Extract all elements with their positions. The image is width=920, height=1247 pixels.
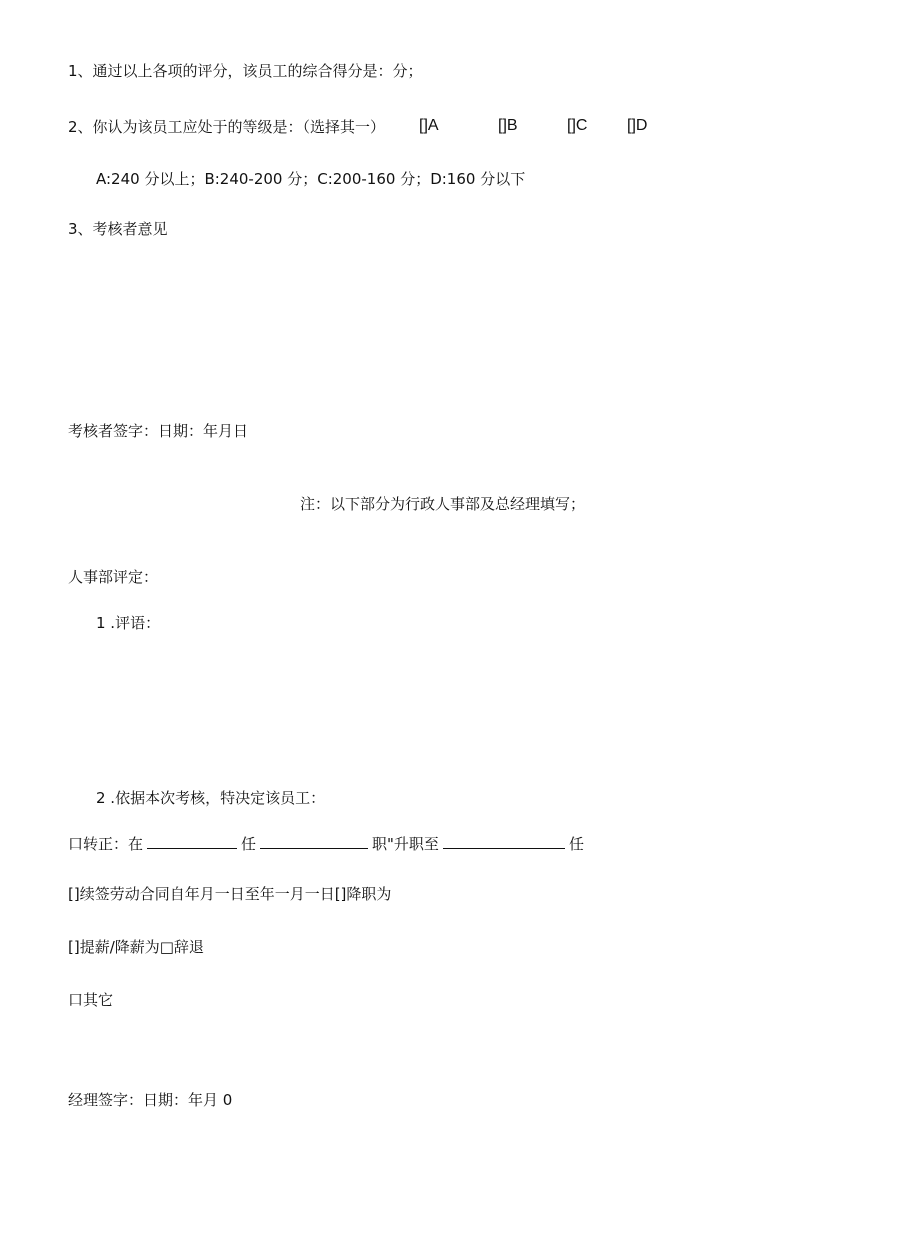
- item-3-reviewer-opinion: 3、考核者意见: [68, 220, 168, 238]
- promotion-target-blank[interactable]: [443, 834, 565, 849]
- regularize-dept-blank[interactable]: [147, 834, 237, 849]
- grade-scale-legend: A:240 分以上；B:240-200 分；C:200-160 分；D:160 分以下: [96, 170, 526, 188]
- reviewer-signature-line: 考核者签字：日期：年月日: [68, 422, 249, 440]
- salary-dismissal-option-row: []提薪/降薪为□辞退: [68, 938, 204, 956]
- regularize-text-2: 任: [241, 835, 257, 853]
- regularize-prefix: 口转正：在: [68, 835, 144, 853]
- manager-signature-line: 经理签字：日期：年月 0: [68, 1091, 233, 1109]
- regularize-suffix: 任: [568, 835, 584, 853]
- item-1-total-score: 1、通过以上各项的评分，该员工的综合得分是：分；: [68, 62, 423, 80]
- hr-comment-label: 1 .评语：: [96, 614, 161, 632]
- regularize-position-blank[interactable]: [260, 834, 368, 849]
- grade-option-c[interactable]: []C: [567, 117, 588, 134]
- grade-option-d[interactable]: []D: [627, 117, 648, 134]
- other-option-row: 口其它: [68, 991, 114, 1009]
- grade-option-b[interactable]: []B: [498, 117, 518, 134]
- grade-option-a[interactable]: []A: [419, 117, 439, 134]
- item-2-grade-prompt: 2、你认为该员工应处于的等级是：（选择其一）: [68, 118, 386, 136]
- renew-contract-option-row: []续签劳动合同自年月一日至年一月一日[]降职为: [68, 885, 392, 903]
- hr-evaluation-heading: 人事部评定：: [68, 568, 159, 586]
- hr-decision-label: 2 .依据本次考核，特决定该员工：: [96, 789, 326, 807]
- admin-note: 注：以下部分为行政人事部及总经理填写；: [300, 495, 586, 513]
- regularize-option-row: [68, 834, 584, 854]
- regularize-text-3: 职"升职至: [372, 835, 439, 853]
